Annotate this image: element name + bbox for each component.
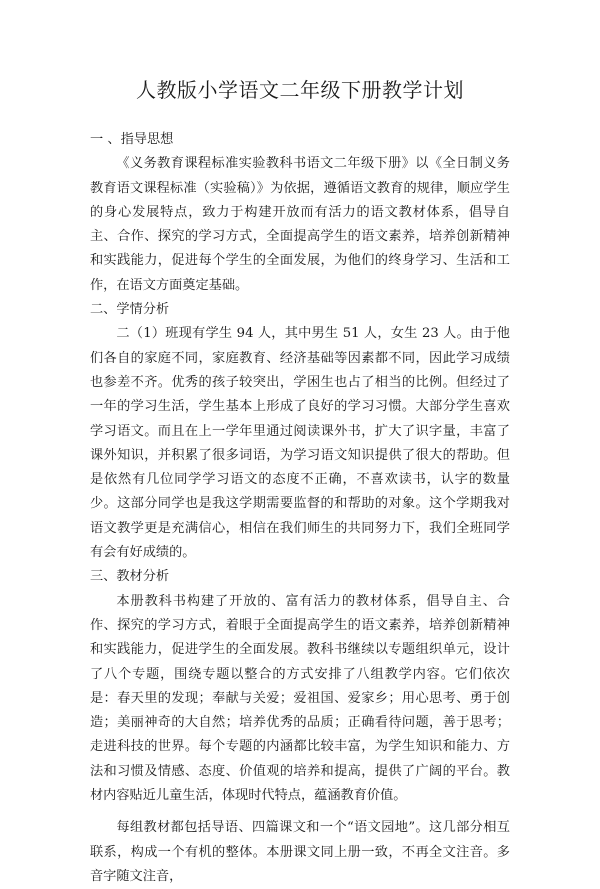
paragraph: 二（1）班现有学生 94 人，其中男生 51 人，女生 23 人。由于他们各自的家庭不同，家庭教育、经济基础等因素都不同，因此学习成绩也参差不齐。优秀的孩子较突出，学困生也占了相当的比例。但经过了一年的学习生活，学生基本上形成了良好的学习习惯。大部分学生喜欢学习语文。而且在上一学年里通过阅读课外书，扩大了识字量，丰富了课外知识，并积累了很多词语，为学习语文知识提供了很大的帮助。但是依然有几位同学学习语文的态度不正确，不喜欢读书，认字的数量少。这部分同学也是我这学期需要监督的和帮助的对象。这个学期我对语文教学更是充满信心，相信在我们师生的共同努力下，我们全班同学有会有好成绩的。 [90,326,510,561]
paragraph: 《义务教育课程标准实验教科书语文二年级下册》以《全日制义务教育语文课程标准（实验稿）》为依据，遵循语文教育的规律，顺应学生的身心发展特点，致力于构建开放而有活力的语文教材体系，倡导自主、合作、探究的学习方式，全面提高学生的语文素养，培养创新精神和实践能力，促进每个学生的全面发展，为他们的终身学习、生活和工作，在语文方面奠定基础。 [90,156,510,293]
paragraph-spacer [90,808,510,816]
section-guiding-ideology [90,128,510,298]
section-heading: 三、教材分析 [90,569,170,585]
paragraph: 本册教科书构建了开放的、富有活力的教材体系，倡导自主、合作、探究的学习方式，着眼于全面提高学生的语文素养，培养创新精神和实践能力，促进学生的全面发展。教科书继续以专题组织单元，设计了八个专题，围绕专题以整合的方式安排了八组教学内容。它们依次是：春天里的发现；奉献与关爱；爱祖国、爱家乡；用心思考、勇于创造；美丽神奇的大自然；培养优秀的品质；正确看待问题，善于思考；走进科技的世界。每个专题的内涵都比较丰富，为学生知识和能力、方法和习惯及情感、态度、价值观的培养和提高，提供了广阔的平台。教材内容贴近儿童生活，体现时代特点，蕴涵教育价值。 [90,593,510,804]
document-title: 人教版小学语文二年级下册教学计划 [136,78,464,102]
paragraph: 每组教材都包括导语、四篇课文和一个“语文园地”。这几部分相互联系，构成一个有机的整体。本册课文同上册一致，不再全文注音。多音字随文注音， [90,820,510,884]
document-body [90,128,510,889]
section-student-analysis [90,298,510,565]
section-heading: 一 、指导思想 [90,132,174,147]
section-heading: 二、学情分析 [90,302,170,318]
section-textbook-analysis [90,565,510,889]
